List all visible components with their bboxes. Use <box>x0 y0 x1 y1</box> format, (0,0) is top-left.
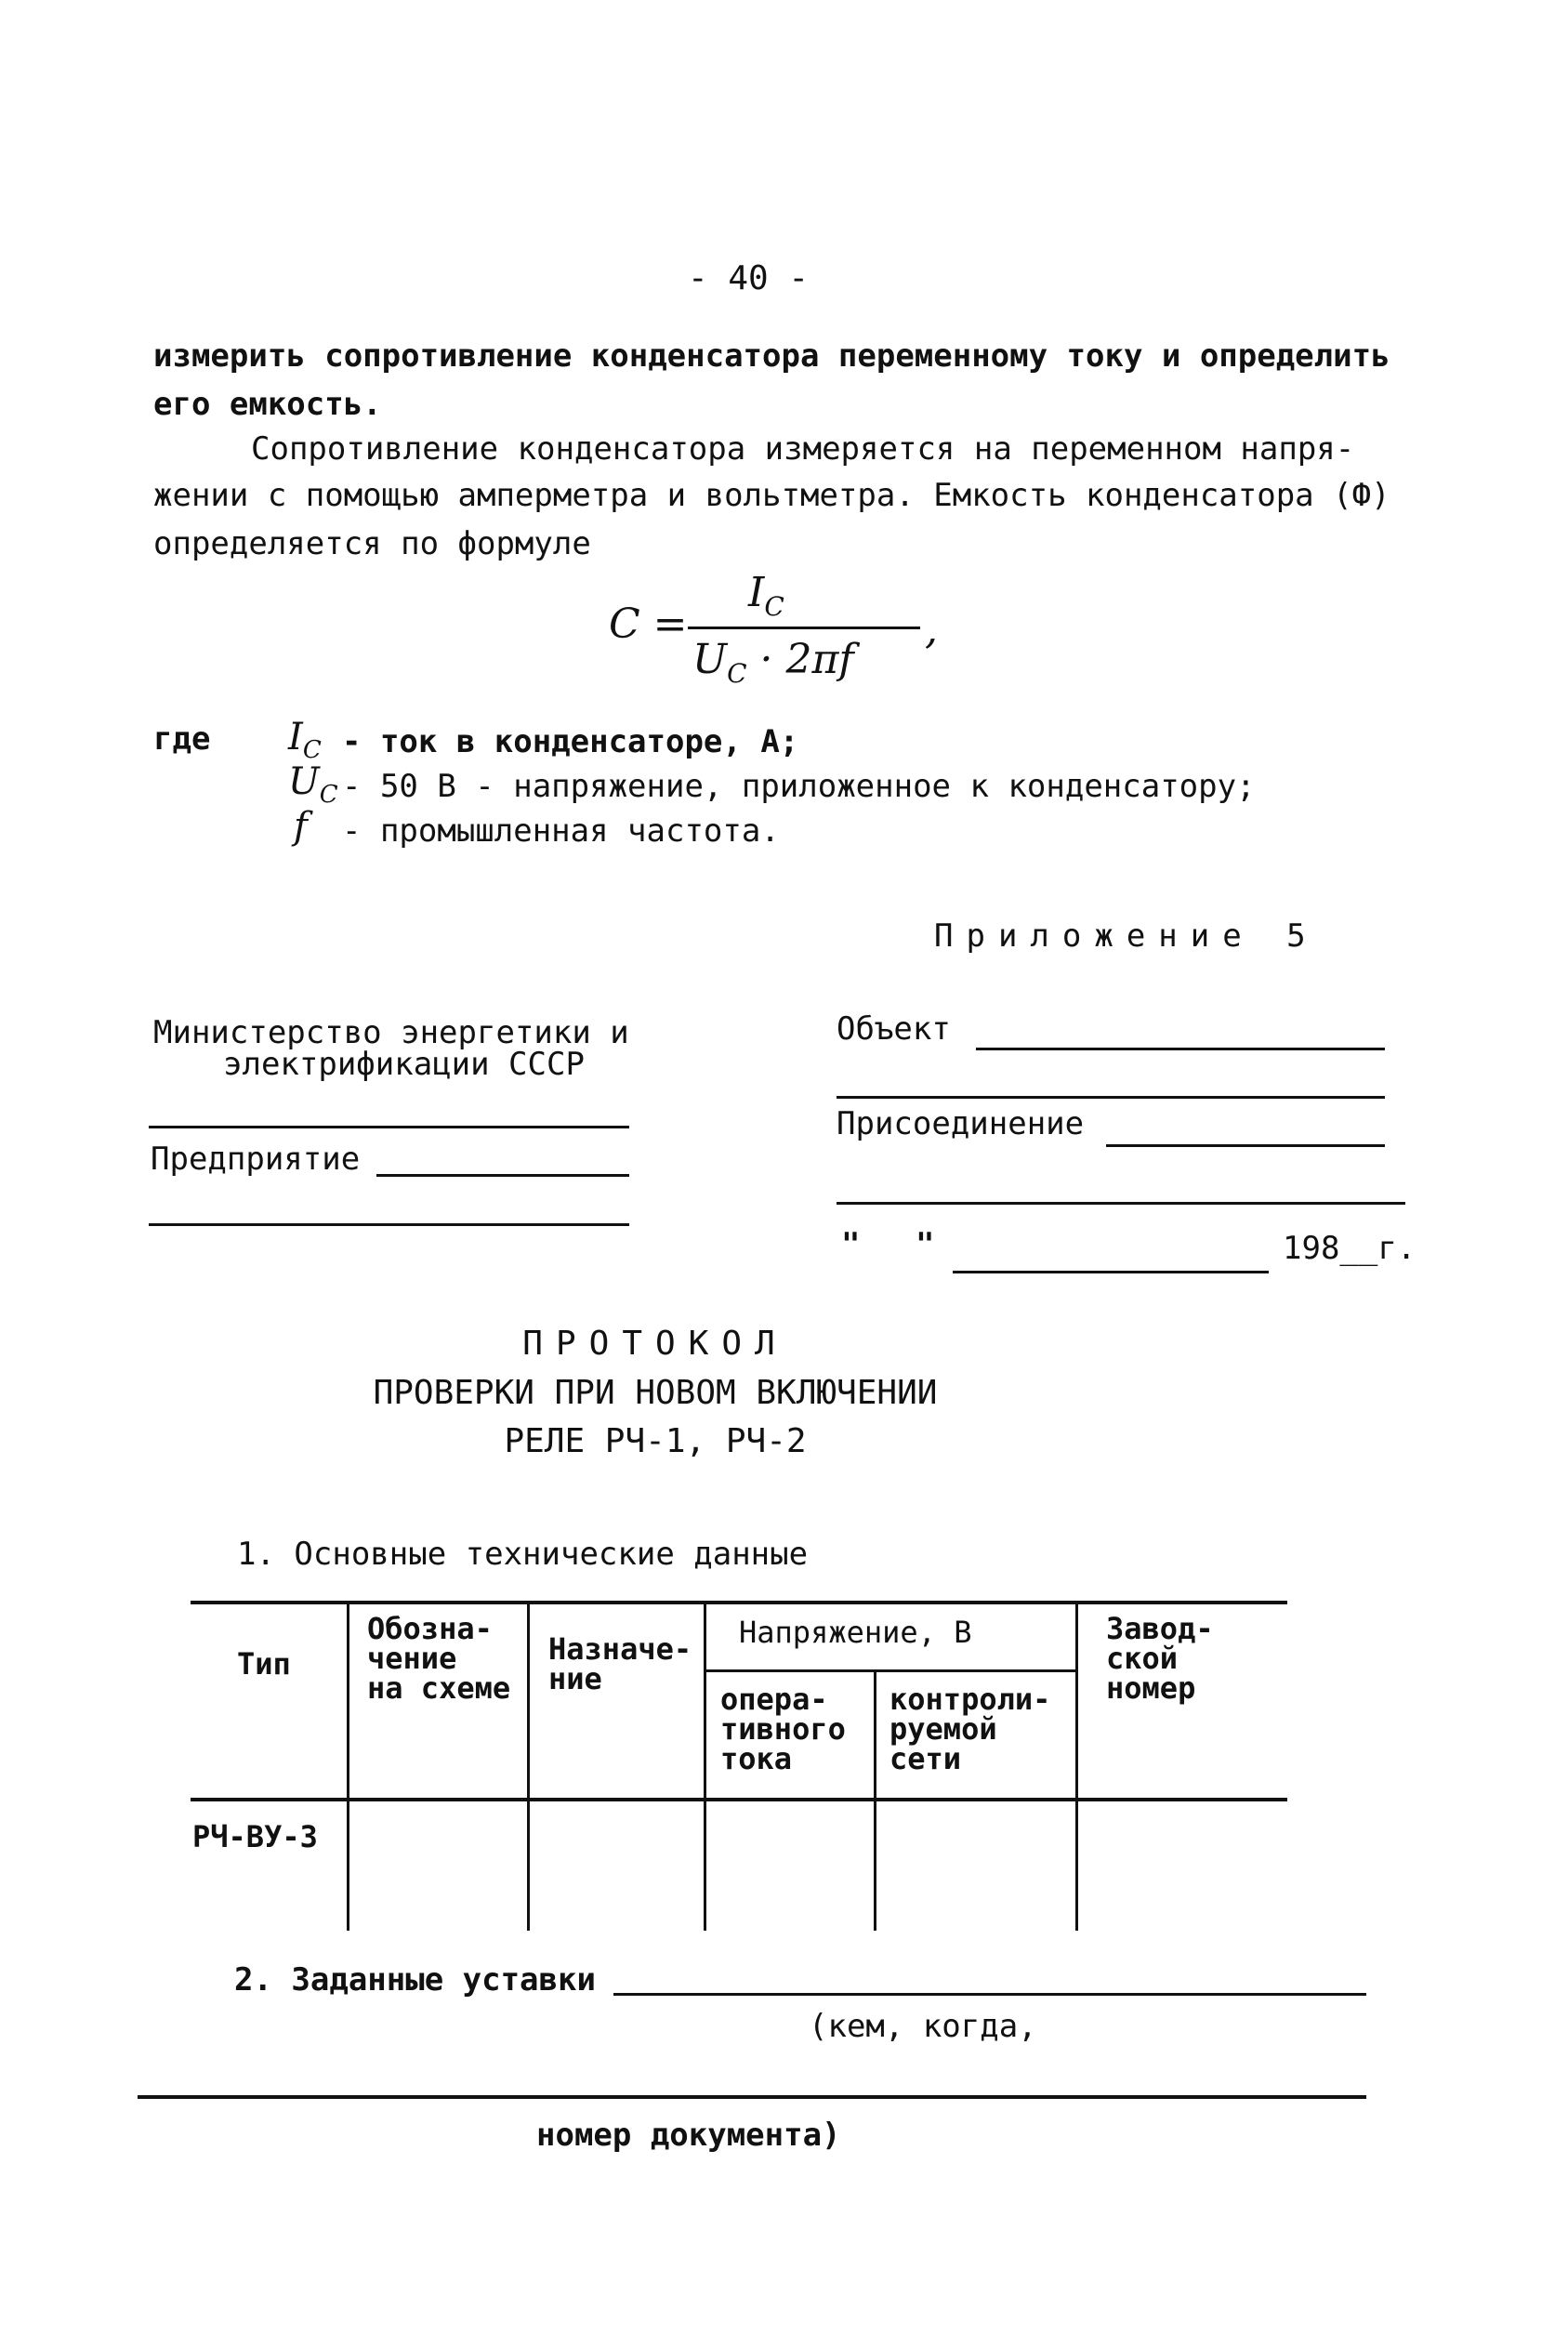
enterprise-field-line <box>376 1174 629 1177</box>
formula-denominator: $U_C \cdot 2\pi f$ <box>692 636 854 689</box>
formula-numerator: $I_C$ <box>748 569 784 622</box>
table-header-rule <box>191 1798 1287 1801</box>
header-purpose: Назначе- ние <box>548 1631 692 1696</box>
symbol-current: $I_C$ <box>288 716 322 764</box>
table-vline-2 <box>527 1601 530 1931</box>
where-label: где <box>153 720 211 758</box>
capacitance-formula <box>609 569 943 690</box>
symbol-frequency: f <box>294 805 308 848</box>
ministry-line-2: электрификации СССР <box>223 1046 585 1083</box>
paragraph-2-line-2: жении с помощью амперметра и вольтметра. Емкость конденсатора (Ф) <box>153 477 1390 514</box>
formula-lhs: C = <box>609 600 688 648</box>
date-quote-open: " <box>841 1226 861 1263</box>
row-1-type: РЧ-ВУ-3 <box>192 1819 318 1854</box>
section-2-heading: 2. Заданные уставки <box>234 1961 596 1999</box>
ministry-line-1: Министерство энергетики и <box>153 1014 629 1051</box>
object-label: Объект <box>837 1010 951 1048</box>
connection-extra-line <box>837 1202 1405 1205</box>
settings-second-line <box>138 2095 1366 2099</box>
section-1-heading: 1. Основные технические данные <box>237 1536 809 1573</box>
definition-current: - ток в конденсаторе, А; <box>342 723 799 760</box>
year-label: 198__г. <box>1283 1230 1416 1267</box>
technical-data-table <box>191 1601 1287 1931</box>
paragraph-1-line-2: его емкость. <box>153 386 382 423</box>
header-voltage-operating: опера- тивного тока <box>720 1682 846 1776</box>
table-vline-4 <box>874 1669 876 1931</box>
formula-fraction-bar <box>688 627 920 629</box>
protocol-title: ПРОТОКОЛ <box>522 1325 788 1363</box>
date-quote-close: " <box>916 1226 935 1263</box>
paragraph-2-line-1: Сопротивление конденсатора измеряется на переменном напря- <box>251 430 1355 468</box>
ministry-underline <box>149 1126 629 1128</box>
appendix-label: Приложение 5 <box>934 917 1319 955</box>
voltage-subheader-rule <box>704 1669 1078 1672</box>
header-type: Тип <box>237 1646 291 1682</box>
definition-voltage: - 50 В - напряжение, приложенное к конденсатору; <box>342 768 1256 805</box>
paragraph-1-line-1: измерить сопротивление конденсатора переменному току и определить <box>153 337 1390 375</box>
header-voltage-controlled: контроли- руемой сети <box>889 1682 1051 1776</box>
symbol-voltage: $U_C$ <box>288 760 338 809</box>
table-vline-3 <box>704 1601 706 1931</box>
object-extra-line <box>837 1096 1385 1099</box>
protocol-subtitle-1: ПРОВЕРКИ ПРИ НОВОМ ВКЛЮЧЕНИИ <box>373 1374 938 1412</box>
settings-note-1: (кем, когда, <box>809 2008 1037 2045</box>
paragraph-2-line-3: определяется по формуле <box>153 525 591 562</box>
settings-field-line <box>613 1993 1366 1996</box>
protocol-subtitle-2: РЕЛЕ РЧ-1, РЧ-2 <box>504 1422 807 1460</box>
object-field-line <box>976 1048 1385 1050</box>
table-top-rule <box>191 1601 1287 1604</box>
date-field-line <box>953 1271 1269 1273</box>
header-serial-number: Завод- ской номер <box>1106 1611 1214 1706</box>
header-designation: Обозна- чение на схеме <box>367 1611 511 1706</box>
page-number: - 40 - <box>688 259 810 297</box>
enterprise-label: Предприятие <box>151 1141 361 1178</box>
table-vline-1 <box>347 1601 349 1931</box>
header-voltage: Напряжение, В <box>739 1615 972 1650</box>
settings-note-2: номер документа) <box>536 2117 841 2154</box>
enterprise-extra-line <box>149 1223 629 1226</box>
connection-field-line <box>1106 1144 1385 1147</box>
formula-comma: , <box>925 606 938 653</box>
table-vline-5 <box>1075 1601 1078 1931</box>
connection-label: Присоединение <box>837 1105 1085 1142</box>
definition-frequency: - промышленная частота. <box>342 812 780 850</box>
